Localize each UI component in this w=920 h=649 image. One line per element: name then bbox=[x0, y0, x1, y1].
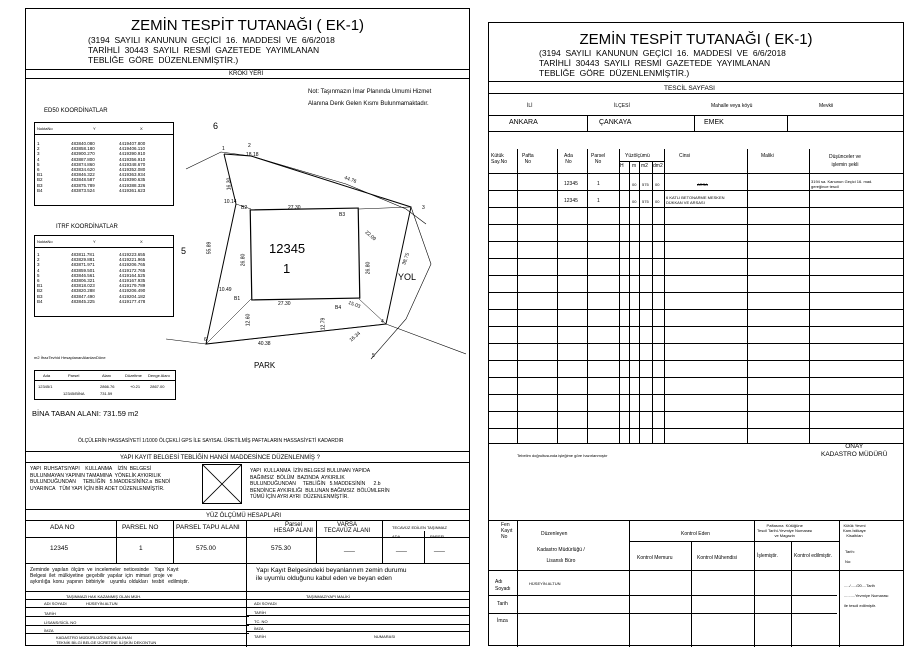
yapi-kayit-note: Yapı Kayıt Belgesindeki beyanlarınım zemin durumu ile uyumlu olduğunu kabul eden ve beyan eden bbox=[256, 567, 407, 582]
ledger-row-line bbox=[489, 224, 903, 225]
label-5: 5 bbox=[181, 246, 187, 256]
label-yol: YOL bbox=[398, 272, 417, 282]
itrf-title: ITRF KOORDİNATLAR bbox=[56, 224, 118, 230]
yuz-olcumu-title: YÜZ ÖLÇÜMÜ HESAPLARI bbox=[206, 513, 282, 519]
itrf-table: NoktaNo Y X 1 2 3 4 5 6 B1 B2 B3 B4 483811.781 483829.881 483871.971 483859.501 483846.561 483806.321 483818.023 483820.288 483847.490 483845.225 4419223.655 4419221.965 4419206.765 4419172.765 4419164.525 4419167.935 4419179.789 4419206.490 4419204.182 4419177.478 bbox=[34, 235, 174, 317]
scale-note: m2 İfrazTevhid HesaplananAlanlarıDöne bbox=[34, 355, 106, 360]
zemin-note: Zeminde yapılan ölçüm ve incelemeler neticesinde Yapı Kayıt Belgesi ilet mülkiyetine geçebilir yapılar için mimari proje ve aykırılığa konu yapının birbiriyle uyumlu oldukları tesbit edilmiştir. bbox=[30, 567, 189, 585]
ledger-row-line bbox=[489, 360, 903, 361]
onay-label: ONAY KADASTRO MÜDÜRÜ bbox=[821, 443, 888, 458]
imar-note: Not: Taşınmazın İmar Planında Umumi Hizmet Alanına Denk Gelen Kısmı Bulunmamaktadır. bbox=[308, 89, 432, 107]
parcel-number: 12345 bbox=[269, 241, 306, 256]
kroki-label: KROKİ YERİ bbox=[229, 71, 264, 77]
ledger-row-line bbox=[489, 309, 903, 310]
right-subtitle: (3194 SAYILI KANUNUN GEÇİCİ 16. MADDESİ VE 6/6/2018 TARİHLİ 30443 SAYILI RESMİ GAZETEDE YAYIMLANAN TEBLİĞE GÖRE DÜZENLENMİŞTİR.) bbox=[539, 48, 786, 78]
left-title: ZEMİN TESPİT TUTANAĞI ( EK-1) bbox=[130, 17, 365, 34]
ledger-row-line bbox=[489, 326, 903, 327]
mahalle-value: EMEK bbox=[704, 119, 724, 126]
ledger-row-line bbox=[489, 258, 903, 259]
parcel-sub: 1 bbox=[283, 261, 291, 276]
label-6: 6 bbox=[213, 121, 219, 131]
yapi-kayit-title: YAPI KAYIT BELGESİ TEBLİĞİN HANGİ MADDESİNCE DÜZENLENMİŞ ? bbox=[120, 455, 320, 461]
right-name: HÜSEYİN ALTUN bbox=[529, 581, 561, 586]
ledger-row-line bbox=[489, 241, 903, 242]
ledger-row-line bbox=[489, 275, 903, 276]
yk-left-text: YAPI RUHSATSIYAPI KULLANMA İZİN BELGESİ BULUNMAYAN YAPININ TAMAMINA YÖNELİK AYKIRILIK BULUNDUĞUNDAN TEBLİĞİN 5.MADDESİNİN2.a BENDİ UYARINCA TÜM YAPI İÇİN BİR ADET DÜZENLENMİŞTİR. bbox=[30, 466, 171, 492]
right-title: ZEMİN TESPİT TUTANAĞI ( EK-1) bbox=[579, 31, 813, 48]
date-note: ...../...../20....Tarih ..........Yevmiye Numarası ile tescil edilmiştir. bbox=[844, 583, 889, 608]
ledger-row-line bbox=[489, 377, 903, 378]
ed50-table: NoktaNo Y X 1 2 3 4 5 6 B1 B2 B3 B4 483840.080 483858.180 483900.270 483887.800 483874.860 483834.620 483846.322 483848.587 483875.789 483873.524 4419407.800 4419406.110 4419390.910 4419356.910 4419348.670 4419352.080 4419363.934 4419390.635 4419388.326 4419361.623 bbox=[34, 122, 174, 206]
ledger-row-line bbox=[489, 207, 903, 208]
tescil-sheet-right: ZEMİN TESPİT TUTANAĞI ( EK-1) (3194 SAYILI KANUNUN GEÇİCİ 16. MADDESİ VE 6/6/2018 TARİHLİ 30443 SAYILI RESMİ GAZETEDE YAYIMLANAN TEBLİĞE GÖRE DÜZENLENMİŞTİR.) TESCİL SAYFASI İLİ İLÇESİ Mahalle veya köyü Mevkii ANKARA ÇANKAYA EMEK Kütük Say.No Pafta No Ada No Parsel No Yüzölçümü H m m2 dm2 Cinsi Maliki Düşünceler ve işlemin şekli 12345 1 00 575 00 ARSA 3194 sa. Kanunun Geçici 16. mad. gereğince tescil 12345 1 00 575 00 6 KATLI BETONARME MESKEN DÜKKAN VE ARSASI Tebelim doğrultusunda işleğime göre hazırlanmıştır ONAY KADASTRO MÜDÜRÜ Fen Kayıt No Düzenleyen Kontrol Eden Paftasına Kütüğüne Tescil Tarihi-Yevmiye Numarası ve Magazin Kütük Yevmi Kam.İstikaye Kisaltılan Kadastro Müdürlüğü / Lisanslı Büro Kontrol Memuru Kontrol Mühendisi İşlemiştir. Kontrol edilmiştir. Tarih: No: Adı Soyadı HÜSEYİN ALTUN Tarih İmza ...../...../20....Tarih ..........Yevmiye Numarası ile tescil edilmiştir. bbox=[488, 22, 904, 646]
ledger-row-line bbox=[489, 343, 903, 344]
tescil-title: TESCİL SAYFASI bbox=[664, 85, 715, 92]
left-subtitle: (3194 SAYILI KANUNUN GEÇİCİ 16. MADDESİ VE 6/6/2018 TARİHLİ 30443 SAYILI RESMİ GAZETEDE YAYIMLANAN TEBLİĞE GÖRE DÜZENLENMİŞTİR.) bbox=[88, 35, 335, 65]
ledger-row-line bbox=[489, 428, 903, 429]
ilce-value: ÇANKAYA bbox=[599, 119, 632, 126]
ed50-title: ED50 KOORDİNATLAR bbox=[44, 108, 108, 114]
area-table: Ada Parsel Alanı Düzeltme Denge Alanı 12345/1 2866.76 +0.21 2867.00 12345/BİNA 731.59 bbox=[34, 370, 176, 400]
ledger-row-line bbox=[489, 394, 903, 395]
bina-taban-alani: BİNA TABAN ALANI: 731.59 m2 bbox=[32, 409, 139, 418]
olcu-hassasiyet: ÖLÇÜLERİN HASSASİYETİ 1/1000 ÖLÇEKLİ GPS İLE SAYISAL ÜRETİLMİŞ PAFTALARIN HASSASİYETİ KADARDIR bbox=[78, 438, 344, 444]
ledger-row-line bbox=[489, 411, 903, 412]
engineer-name: HÜSEYİN ALTUN bbox=[86, 601, 118, 606]
yk-right-text: YAPI KULLANMA İZİN BELGESİ BULUNAN YAPIDA BAĞIMSIZ BÖLÜM BAZINDA AYKIRILIK BULUNDUĞUNDAN TEBLİĞİN 5.MADDESİNİN 2.b BENDİNCE AYKIRILIĞI BULUNAN BAĞIMSIZ BÖLÜMLERİN TÜMÜ İÇİN AYRI AYRI DÜZENLENMİŞTİR. bbox=[250, 468, 390, 500]
ledger-row-line bbox=[489, 190, 903, 191]
zemin-tespit-sheet-left: ZEMİN TESPİT TUTANAĞI ( EK-1) (3194 SAYILI KANUNUN GEÇİCİ 16. MADDESİ VE 6/6/2018 TARİHLİ 30443 SAYILI RESMİ GAZETEDE YAYIMLANAN TEBLİĞE GÖRE DÜZENLENMİŞTİR.) KROKİ YERİ Not: Taşınmazın İmar Planında Umumi Hizmet Alanına Denk Gelen Kısmı Bulunmamaktadır. ED50 KOORDİNATLAR NoktaNo Y X 1 2 3 4 5 6 B1 B2 B3 B4 483840.080 483858.180 483900.270 483887.800 483874.860 483834.620 483846.322 483848.587 483875.789 483873.524 4419407.800 4419406.110 4419390.910 4419356.910 4419348.670 4419352.080 4419363.934 4419390.635 4419388.326 4419361.623 ITRF KOORDİNATLAR NoktaNo Y X 1 2 3 4 5 6 B1 B2 B3 B4 483811.781 483829.881 483871.971 483859.501 483846.561 483806.321 483818.023 483820.288 483847.490 483845.225 4419223.655 4419221.965 4419206.765 4419172.765 4419164.525 4419167.935 4419179.789 4419206.490 4419204.182 4419177.478 6 5 YOL PARK 12345 1 18.18 44.76 16.30 10.14 27.30 22.09 55.89 26.80 26.80 38.75 10.49 27.30 15.03 12.60 12.79 16.34 40.38 1 2 3 4 5 6 B1 B2 B3 B4 m2 İfrazTevhid HesaplananAlanlarıDöne Ada Parsel Alanı Düzeltme Denge Alanı 12345/1 2866.76 +0.21 2867.00 12345/BİNA 731.59 BİNA TABAN ALANI: 731.59 m2 ÖLÇÜLERİN HASSASİYETİ 1/1000 ÖLÇEKLİ GPS İLE SAYISAL ÜRETİLMİŞ PAFTALARIN HASSASİYETİ KADARDIR YAPI KAYIT BELGESİ TEBLİĞİN HANGİ MADDESİNCE DÜZENLENMİŞ ? YAPI RUHSATSIYAPI KULLANMA İZİN BELGESİ BULUNMAYAN YAPININ TAMAMINA YÖNELİK AYKIRILIK BULUNDUĞUNDAN TEBLİĞİN 5.MADDESİNİN2.a BENDİ UYARINCA TÜM YAPI İÇİN BİR ADET DÜZENLENMİŞTİR. YAPI KULLANMA İZİN BELGESİ BULUNAN YAPIDA BAĞIMSIZ BÖLÜM BAZINDA AYKIRILIK BULUNDUĞUNDAN TEBLİĞİN 5.MADDESİNİN 2.b BENDİNCE AYKIRILIĞI BULUNAN BAĞIMSIZ BÖLÜMLERİN TÜMÜ İÇİN AYRI AYRI DÜZENLENMİŞTİR. YÜZ ÖLÇÜMÜ HESAPLARI ADA NO PARSEL NO PARSEL TAPU ALANI Parsel HESAP ALANI VARSA TECAVÜZ ALANI TECAVÜZ EDİLEN TAŞINMAZ 12345 1 575.00 575.30 ___ ___ ___ Zeminde yapılan ölçüm ve incelemeler neticesinde Yapı Kayıt Belgesi ilet mülkiyetine geçebilir yapılar için mimari proje ve aykırılığa konu yapının birbiriyle uyumlu oldukları tesbit edilmiştir. Yapı Kayıt Belgesindeki beyanlarınım zemin durumu ile uyumlu olduğunu kabul eden ve beyan eden TAŞINMAZI HAK KAZANMIŞ OLAN MÜH. TAŞINMAZ/YAPI MALİKİ ADI SOYADI HÜSEYİN ALTUN TARİH LİSANS/SİCİL NO İMZA KADASTRO MÜDÜRLÜĞÜNDEN ALINAN TEKNİK BİLGİ BELGE ÜCRETİNE İLİŞKİN DEKONTUN ADI SOYADI TARİH TC. NO İMZA TARİH NUMARASI bbox=[25, 8, 470, 646]
il-value: ANKARA bbox=[509, 119, 538, 126]
teblig-note: Tebelim doğrultusunda işleğime göre hazırlanmıştır bbox=[517, 453, 608, 458]
ledger-row-line bbox=[489, 292, 903, 293]
yk-checkbox-x[interactable] bbox=[202, 464, 242, 504]
label-park: PARK bbox=[254, 361, 276, 370]
